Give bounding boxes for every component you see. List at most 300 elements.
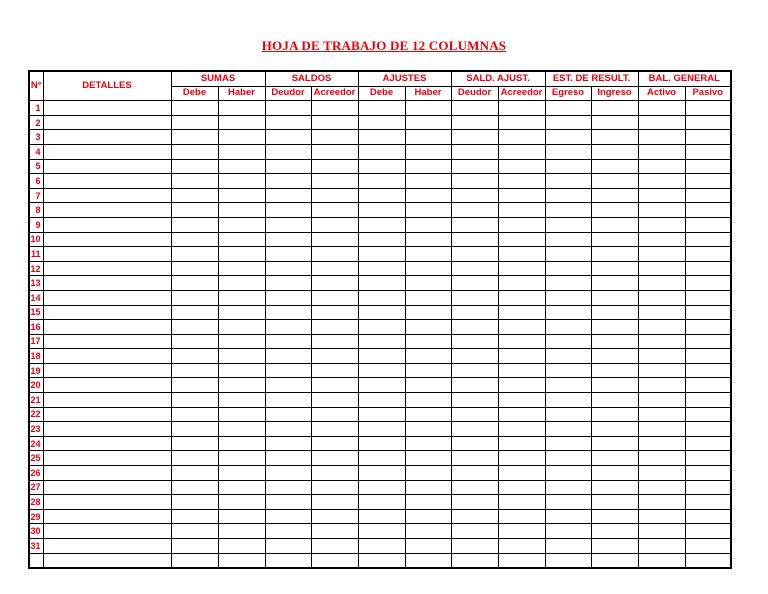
amount-cell[interactable] — [638, 276, 685, 291]
amount-cell[interactable] — [498, 144, 545, 159]
amount-cell[interactable] — [171, 159, 218, 174]
details-cell[interactable] — [43, 276, 171, 291]
amount-cell[interactable] — [265, 290, 311, 305]
amount-cell[interactable] — [498, 436, 545, 451]
amount-cell[interactable] — [498, 188, 545, 203]
amount-cell[interactable] — [405, 334, 451, 349]
amount-cell[interactable] — [451, 539, 498, 554]
amount-cell[interactable] — [451, 436, 498, 451]
details-cell[interactable] — [43, 495, 171, 510]
amount-cell[interactable] — [358, 480, 405, 495]
amount-cell[interactable] — [171, 451, 218, 466]
amount-cell[interactable] — [218, 422, 265, 437]
details-cell[interactable] — [43, 363, 171, 378]
amount-cell[interactable] — [638, 539, 685, 554]
amount-cell[interactable] — [591, 553, 638, 568]
amount-cell[interactable] — [218, 261, 265, 276]
amount-cell[interactable] — [358, 276, 405, 291]
amount-cell[interactable] — [451, 451, 498, 466]
amount-cell[interactable] — [358, 320, 405, 335]
amount-cell[interactable] — [545, 539, 591, 554]
amount-cell[interactable] — [405, 101, 451, 116]
amount-cell[interactable] — [311, 334, 358, 349]
amount-cell[interactable] — [218, 349, 265, 364]
amount-cell[interactable] — [545, 276, 591, 291]
amount-cell[interactable] — [685, 203, 731, 218]
amount-cell[interactable] — [591, 509, 638, 524]
amount-cell[interactable] — [685, 276, 731, 291]
amount-cell[interactable] — [498, 101, 545, 116]
amount-cell[interactable] — [171, 261, 218, 276]
amount-cell[interactable] — [405, 115, 451, 130]
details-cell[interactable] — [43, 174, 171, 189]
amount-cell[interactable] — [451, 290, 498, 305]
amount-cell[interactable] — [405, 524, 451, 539]
amount-cell[interactable] — [591, 203, 638, 218]
amount-cell[interactable] — [218, 466, 265, 481]
details-cell[interactable] — [43, 422, 171, 437]
amount-cell[interactable] — [311, 115, 358, 130]
amount-cell[interactable] — [545, 349, 591, 364]
amount-cell[interactable] — [218, 247, 265, 262]
amount-cell[interactable] — [358, 495, 405, 510]
amount-cell[interactable] — [358, 334, 405, 349]
amount-cell[interactable] — [265, 436, 311, 451]
amount-cell[interactable] — [171, 290, 218, 305]
amount-cell[interactable] — [451, 232, 498, 247]
amount-cell[interactable] — [218, 217, 265, 232]
amount-cell[interactable] — [591, 174, 638, 189]
amount-cell[interactable] — [498, 451, 545, 466]
amount-cell[interactable] — [591, 436, 638, 451]
details-cell[interactable] — [43, 305, 171, 320]
amount-cell[interactable] — [358, 407, 405, 422]
amount-cell[interactable] — [405, 422, 451, 437]
amount-cell[interactable] — [638, 232, 685, 247]
amount-cell[interactable] — [311, 130, 358, 145]
amount-cell[interactable] — [405, 393, 451, 408]
amount-cell[interactable] — [171, 130, 218, 145]
amount-cell[interactable] — [685, 334, 731, 349]
amount-cell[interactable] — [171, 524, 218, 539]
amount-cell[interactable] — [265, 217, 311, 232]
amount-cell[interactable] — [451, 217, 498, 232]
amount-cell[interactable] — [218, 378, 265, 393]
amount-cell[interactable] — [265, 232, 311, 247]
amount-cell[interactable] — [405, 436, 451, 451]
amount-cell[interactable] — [638, 466, 685, 481]
amount-cell[interactable] — [545, 159, 591, 174]
amount-cell[interactable] — [311, 101, 358, 116]
details-cell[interactable] — [43, 320, 171, 335]
amount-cell[interactable] — [358, 378, 405, 393]
amount-cell[interactable] — [171, 101, 218, 116]
amount-cell[interactable] — [358, 247, 405, 262]
details-cell[interactable] — [43, 203, 171, 218]
details-cell[interactable] — [43, 378, 171, 393]
amount-cell[interactable] — [265, 203, 311, 218]
amount-cell[interactable] — [265, 115, 311, 130]
amount-cell[interactable] — [545, 422, 591, 437]
amount-cell[interactable] — [638, 524, 685, 539]
details-cell[interactable] — [43, 144, 171, 159]
amount-cell[interactable] — [545, 407, 591, 422]
details-cell[interactable] — [43, 115, 171, 130]
amount-cell[interactable] — [545, 524, 591, 539]
amount-cell[interactable] — [545, 188, 591, 203]
amount-cell[interactable] — [545, 174, 591, 189]
amount-cell[interactable] — [311, 276, 358, 291]
amount-cell[interactable] — [218, 539, 265, 554]
details-cell[interactable] — [43, 480, 171, 495]
amount-cell[interactable] — [451, 334, 498, 349]
amount-cell[interactable] — [545, 320, 591, 335]
amount-cell[interactable] — [218, 553, 265, 568]
amount-cell[interactable] — [591, 276, 638, 291]
amount-cell[interactable] — [545, 363, 591, 378]
amount-cell[interactable] — [311, 320, 358, 335]
amount-cell[interactable] — [591, 349, 638, 364]
amount-cell[interactable] — [405, 349, 451, 364]
amount-cell[interactable] — [591, 247, 638, 262]
amount-cell[interactable] — [358, 524, 405, 539]
amount-cell[interactable] — [358, 115, 405, 130]
amount-cell[interactable] — [498, 276, 545, 291]
details-cell[interactable] — [43, 290, 171, 305]
amount-cell[interactable] — [265, 393, 311, 408]
details-cell[interactable] — [43, 524, 171, 539]
amount-cell[interactable] — [358, 130, 405, 145]
amount-cell[interactable] — [218, 232, 265, 247]
amount-cell[interactable] — [405, 363, 451, 378]
amount-cell[interactable] — [591, 378, 638, 393]
amount-cell[interactable] — [405, 495, 451, 510]
amount-cell[interactable] — [638, 101, 685, 116]
amount-cell[interactable] — [171, 217, 218, 232]
amount-cell[interactable] — [265, 101, 311, 116]
amount-cell[interactable] — [685, 349, 731, 364]
amount-cell[interactable] — [545, 451, 591, 466]
amount-cell[interactable] — [498, 159, 545, 174]
amount-cell[interactable] — [218, 320, 265, 335]
amount-cell[interactable] — [545, 144, 591, 159]
amount-cell[interactable] — [591, 159, 638, 174]
amount-cell[interactable] — [358, 203, 405, 218]
amount-cell[interactable] — [638, 451, 685, 466]
amount-cell[interactable] — [311, 290, 358, 305]
amount-cell[interactable] — [171, 407, 218, 422]
amount-cell[interactable] — [545, 203, 591, 218]
amount-cell[interactable] — [311, 144, 358, 159]
amount-cell[interactable] — [405, 174, 451, 189]
amount-cell[interactable] — [685, 436, 731, 451]
amount-cell[interactable] — [545, 232, 591, 247]
amount-cell[interactable] — [311, 188, 358, 203]
details-cell[interactable] — [43, 349, 171, 364]
amount-cell[interactable] — [451, 247, 498, 262]
amount-cell[interactable] — [171, 422, 218, 437]
amount-cell[interactable] — [638, 144, 685, 159]
amount-cell[interactable] — [685, 130, 731, 145]
amount-cell[interactable] — [498, 261, 545, 276]
amount-cell[interactable] — [451, 101, 498, 116]
amount-cell[interactable] — [171, 247, 218, 262]
amount-cell[interactable] — [311, 393, 358, 408]
amount-cell[interactable] — [171, 115, 218, 130]
amount-cell[interactable] — [405, 407, 451, 422]
amount-cell[interactable] — [265, 524, 311, 539]
details-cell[interactable] — [43, 261, 171, 276]
amount-cell[interactable] — [591, 101, 638, 116]
amount-cell[interactable] — [638, 247, 685, 262]
amount-cell[interactable] — [685, 539, 731, 554]
amount-cell[interactable] — [218, 495, 265, 510]
amount-cell[interactable] — [545, 130, 591, 145]
amount-cell[interactable] — [171, 553, 218, 568]
amount-cell[interactable] — [405, 217, 451, 232]
amount-cell[interactable] — [265, 509, 311, 524]
amount-cell[interactable] — [685, 290, 731, 305]
amount-cell[interactable] — [218, 276, 265, 291]
amount-cell[interactable] — [685, 422, 731, 437]
amount-cell[interactable] — [358, 539, 405, 554]
amount-cell[interactable] — [451, 393, 498, 408]
amount-cell[interactable] — [451, 363, 498, 378]
amount-cell[interactable] — [638, 261, 685, 276]
amount-cell[interactable] — [171, 393, 218, 408]
amount-cell[interactable] — [498, 334, 545, 349]
amount-cell[interactable] — [311, 495, 358, 510]
amount-cell[interactable] — [171, 539, 218, 554]
amount-cell[interactable] — [591, 495, 638, 510]
amount-cell[interactable] — [451, 495, 498, 510]
amount-cell[interactable] — [405, 539, 451, 554]
amount-cell[interactable] — [685, 524, 731, 539]
amount-cell[interactable] — [358, 290, 405, 305]
amount-cell[interactable] — [311, 553, 358, 568]
amount-cell[interactable] — [265, 247, 311, 262]
amount-cell[interactable] — [545, 247, 591, 262]
amount-cell[interactable] — [265, 378, 311, 393]
amount-cell[interactable] — [451, 553, 498, 568]
amount-cell[interactable] — [451, 276, 498, 291]
amount-cell[interactable] — [171, 174, 218, 189]
amount-cell[interactable] — [218, 203, 265, 218]
amount-cell[interactable] — [451, 349, 498, 364]
amount-cell[interactable] — [498, 378, 545, 393]
amount-cell[interactable] — [591, 407, 638, 422]
amount-cell[interactable] — [405, 276, 451, 291]
details-cell[interactable] — [43, 334, 171, 349]
amount-cell[interactable] — [218, 159, 265, 174]
amount-cell[interactable] — [218, 144, 265, 159]
amount-cell[interactable] — [311, 378, 358, 393]
amount-cell[interactable] — [358, 305, 405, 320]
amount-cell[interactable] — [451, 509, 498, 524]
amount-cell[interactable] — [451, 524, 498, 539]
amount-cell[interactable] — [591, 115, 638, 130]
amount-cell[interactable] — [358, 232, 405, 247]
amount-cell[interactable] — [405, 290, 451, 305]
amount-cell[interactable] — [498, 524, 545, 539]
amount-cell[interactable] — [498, 320, 545, 335]
amount-cell[interactable] — [218, 524, 265, 539]
amount-cell[interactable] — [405, 130, 451, 145]
amount-cell[interactable] — [218, 334, 265, 349]
amount-cell[interactable] — [451, 144, 498, 159]
amount-cell[interactable] — [685, 466, 731, 481]
amount-cell[interactable] — [451, 115, 498, 130]
amount-cell[interactable] — [218, 436, 265, 451]
amount-cell[interactable] — [311, 363, 358, 378]
amount-cell[interactable] — [405, 305, 451, 320]
amount-cell[interactable] — [358, 553, 405, 568]
amount-cell[interactable] — [358, 217, 405, 232]
amount-cell[interactable] — [685, 232, 731, 247]
amount-cell[interactable] — [451, 422, 498, 437]
amount-cell[interactable] — [638, 436, 685, 451]
amount-cell[interactable] — [358, 436, 405, 451]
amount-cell[interactable] — [311, 539, 358, 554]
amount-cell[interactable] — [498, 349, 545, 364]
amount-cell[interactable] — [545, 305, 591, 320]
amount-cell[interactable] — [358, 261, 405, 276]
amount-cell[interactable] — [218, 174, 265, 189]
amount-cell[interactable] — [218, 115, 265, 130]
amount-cell[interactable] — [265, 553, 311, 568]
amount-cell[interactable] — [265, 276, 311, 291]
amount-cell[interactable] — [685, 480, 731, 495]
amount-cell[interactable] — [498, 130, 545, 145]
amount-cell[interactable] — [638, 305, 685, 320]
amount-cell[interactable] — [171, 466, 218, 481]
amount-cell[interactable] — [218, 363, 265, 378]
amount-cell[interactable] — [405, 480, 451, 495]
amount-cell[interactable] — [545, 436, 591, 451]
details-cell[interactable] — [43, 466, 171, 481]
amount-cell[interactable] — [171, 349, 218, 364]
amount-cell[interactable] — [171, 363, 218, 378]
amount-cell[interactable] — [358, 466, 405, 481]
amount-cell[interactable] — [638, 422, 685, 437]
amount-cell[interactable] — [451, 305, 498, 320]
details-cell[interactable] — [43, 509, 171, 524]
amount-cell[interactable] — [545, 115, 591, 130]
amount-cell[interactable] — [171, 334, 218, 349]
amount-cell[interactable] — [265, 334, 311, 349]
amount-cell[interactable] — [685, 451, 731, 466]
amount-cell[interactable] — [498, 217, 545, 232]
amount-cell[interactable] — [591, 130, 638, 145]
amount-cell[interactable] — [545, 261, 591, 276]
amount-cell[interactable] — [638, 378, 685, 393]
amount-cell[interactable] — [358, 363, 405, 378]
amount-cell[interactable] — [545, 393, 591, 408]
amount-cell[interactable] — [218, 101, 265, 116]
amount-cell[interactable] — [685, 217, 731, 232]
amount-cell[interactable] — [405, 553, 451, 568]
amount-cell[interactable] — [591, 320, 638, 335]
amount-cell[interactable] — [358, 101, 405, 116]
amount-cell[interactable] — [171, 436, 218, 451]
amount-cell[interactable] — [311, 466, 358, 481]
amount-cell[interactable] — [405, 203, 451, 218]
amount-cell[interactable] — [265, 539, 311, 554]
amount-cell[interactable] — [405, 451, 451, 466]
amount-cell[interactable] — [591, 422, 638, 437]
amount-cell[interactable] — [405, 261, 451, 276]
amount-cell[interactable] — [311, 422, 358, 437]
amount-cell[interactable] — [311, 349, 358, 364]
amount-cell[interactable] — [638, 290, 685, 305]
amount-cell[interactable] — [451, 203, 498, 218]
details-cell[interactable] — [43, 247, 171, 262]
amount-cell[interactable] — [638, 320, 685, 335]
amount-cell[interactable] — [265, 174, 311, 189]
amount-cell[interactable] — [451, 261, 498, 276]
amount-cell[interactable] — [405, 466, 451, 481]
amount-cell[interactable] — [498, 422, 545, 437]
amount-cell[interactable] — [265, 261, 311, 276]
amount-cell[interactable] — [591, 393, 638, 408]
details-cell[interactable] — [43, 451, 171, 466]
amount-cell[interactable] — [638, 203, 685, 218]
amount-cell[interactable] — [451, 320, 498, 335]
amount-cell[interactable] — [498, 393, 545, 408]
amount-cell[interactable] — [405, 247, 451, 262]
amount-cell[interactable] — [545, 290, 591, 305]
amount-cell[interactable] — [265, 305, 311, 320]
amount-cell[interactable] — [545, 553, 591, 568]
amount-cell[interactable] — [218, 188, 265, 203]
amount-cell[interactable] — [265, 349, 311, 364]
amount-cell[interactable] — [685, 553, 731, 568]
amount-cell[interactable] — [311, 247, 358, 262]
amount-cell[interactable] — [685, 495, 731, 510]
amount-cell[interactable] — [311, 524, 358, 539]
amount-cell[interactable] — [218, 305, 265, 320]
details-cell[interactable] — [43, 539, 171, 554]
amount-cell[interactable] — [311, 174, 358, 189]
amount-cell[interactable] — [171, 188, 218, 203]
details-cell[interactable] — [43, 553, 171, 568]
amount-cell[interactable] — [451, 378, 498, 393]
amount-cell[interactable] — [638, 130, 685, 145]
amount-cell[interactable] — [685, 261, 731, 276]
amount-cell[interactable] — [311, 305, 358, 320]
amount-cell[interactable] — [218, 480, 265, 495]
amount-cell[interactable] — [591, 261, 638, 276]
amount-cell[interactable] — [451, 188, 498, 203]
amount-cell[interactable] — [405, 320, 451, 335]
amount-cell[interactable] — [638, 407, 685, 422]
amount-cell[interactable] — [545, 509, 591, 524]
amount-cell[interactable] — [171, 378, 218, 393]
amount-cell[interactable] — [638, 217, 685, 232]
amount-cell[interactable] — [498, 232, 545, 247]
amount-cell[interactable] — [591, 524, 638, 539]
amount-cell[interactable] — [545, 480, 591, 495]
amount-cell[interactable] — [685, 378, 731, 393]
amount-cell[interactable] — [498, 495, 545, 510]
amount-cell[interactable] — [265, 320, 311, 335]
amount-cell[interactable] — [171, 480, 218, 495]
amount-cell[interactable] — [685, 115, 731, 130]
amount-cell[interactable] — [685, 363, 731, 378]
amount-cell[interactable] — [171, 144, 218, 159]
details-cell[interactable] — [43, 232, 171, 247]
amount-cell[interactable] — [358, 159, 405, 174]
